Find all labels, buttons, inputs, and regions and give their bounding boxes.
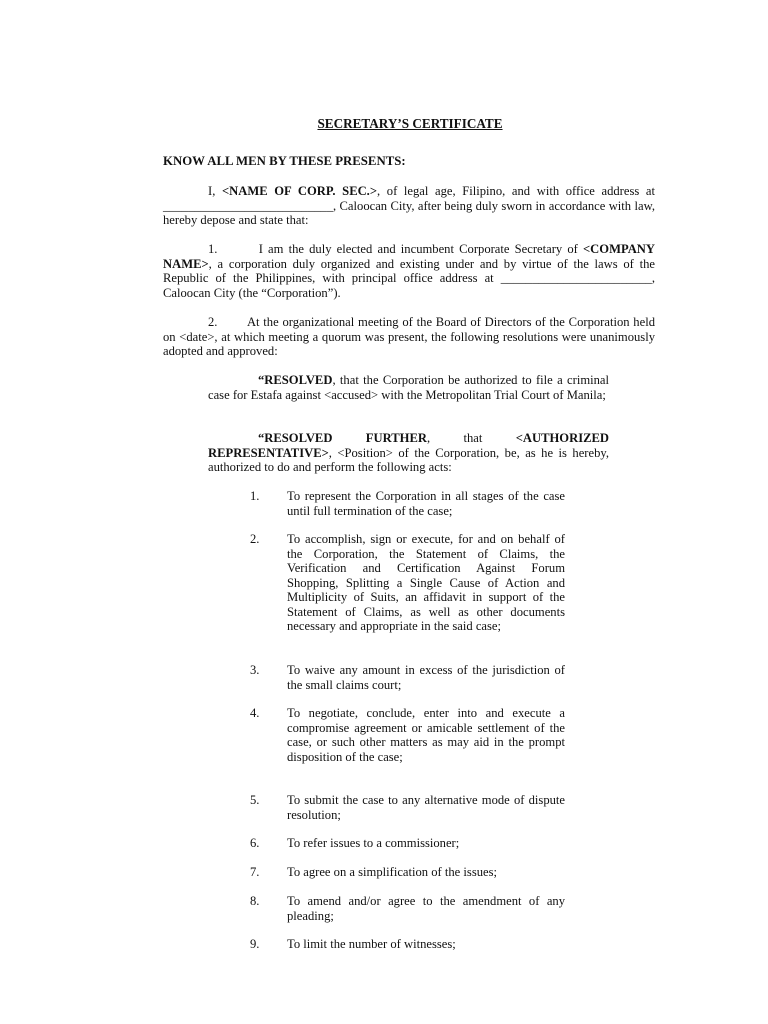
intro-rest: , of legal age, Filipino, and with office address at ___________________________, Caloocan City, after being duly sworn in accordance with law, hereby depose and state that:: [163, 184, 655, 227]
act-number: 2.: [250, 532, 260, 546]
act-number: 1.: [250, 489, 260, 503]
act-text: To negotiate, conclude, enter into and execute a compromise agreement or amicable settlement of the case, or such other matters as may aid in the prompt disposition of the case;: [287, 706, 565, 764]
p1-rest: , a corporation duly organized and existing under and by virtue of the laws of the Republic of the Philippines, with principal office address at ________________________, Caloocan City (the “Corporation”).: [163, 256, 655, 300]
act-text: To limit the number of witnesses;: [287, 937, 456, 951]
act-number: 5.: [250, 793, 260, 807]
act-item-7: [250, 865, 565, 880]
act-text: To agree on a simplification of the issues;: [287, 865, 498, 879]
act-item-8: [250, 894, 565, 923]
company-name: <COMPANY NAME>: [163, 242, 655, 271]
resolved-2: [208, 431, 609, 475]
paragraph-1: [163, 242, 655, 300]
resolved-2-mid: , that: [426, 431, 516, 445]
act-number: 6.: [250, 836, 260, 850]
act-item-2: [250, 532, 565, 634]
act-number: 3.: [250, 663, 260, 677]
p1-pre: 1. I am the duly elected and incumbent Corporate Secretary of: [208, 242, 583, 256]
paragraph-2: 2. At the organizational meeting of the Board of Directors of the Corporation held on <date>, at which meeting a quorum was present, the following resolutions were unanimously adopted and approved:: [163, 315, 655, 358]
resolved-1: [208, 373, 609, 402]
act-text: To accomplish, sign or execute, for and on behalf of the Corporation, the Statement of Claims, the Verification and Certification Against Forum Shopping, Splitting a Single Cause of Action and Multiplicity of Suits, an affidavit in support of the Statement of Claims, as well as other documents necessary and appropriate in the said case;: [287, 532, 565, 633]
act-item-9: [250, 937, 565, 952]
act-item-1: [250, 489, 565, 518]
act-text: To submit the case to any alternative mode of dispute resolution;: [287, 793, 565, 822]
act-number: 4.: [250, 706, 260, 720]
act-number: 8.: [250, 894, 260, 908]
act-item-4: [250, 706, 565, 764]
intro-pre: I,: [208, 184, 222, 198]
act-item-6: [250, 836, 565, 851]
resolved-2-text: , <Position> of the Corporation, be, as he is hereby, authorized to do and perform the following acts:: [208, 445, 609, 474]
act-number: 7.: [250, 865, 260, 879]
resolved-1-lead: “RESOLVED: [258, 373, 333, 387]
know-all-heading: KNOW ALL MEN BY THESE PRESENTS:: [163, 154, 406, 168]
act-item-3: [250, 663, 565, 692]
act-number: 9.: [250, 937, 260, 951]
resolved-1-text: , that the Corporation be authorized to file a criminal case for Estafa against <accused> with the Metropolitan Trial Court of Manila;: [208, 373, 609, 402]
authorized-representative: <AUTHORIZED REPRESENTATIVE>: [208, 431, 609, 460]
act-item-5: [250, 793, 565, 822]
intro-paragraph: [163, 184, 655, 228]
act-text: To represent the Corporation in all stages of the case until full termination of the case;: [287, 489, 565, 518]
act-text: To amend and/or agree to the amendment of any pleading;: [287, 894, 565, 923]
act-text: To refer issues to a commissioner;: [287, 836, 460, 850]
resolved-2-lead: “RESOLVED FURTHER: [258, 431, 427, 445]
act-text: To waive any amount in excess of the jurisdiction of the small claims court;: [287, 663, 565, 692]
document-title: SECRETARY’S CERTIFICATE: [317, 116, 503, 131]
corp-sec-name: <NAME OF CORP. SEC.>: [221, 184, 378, 198]
